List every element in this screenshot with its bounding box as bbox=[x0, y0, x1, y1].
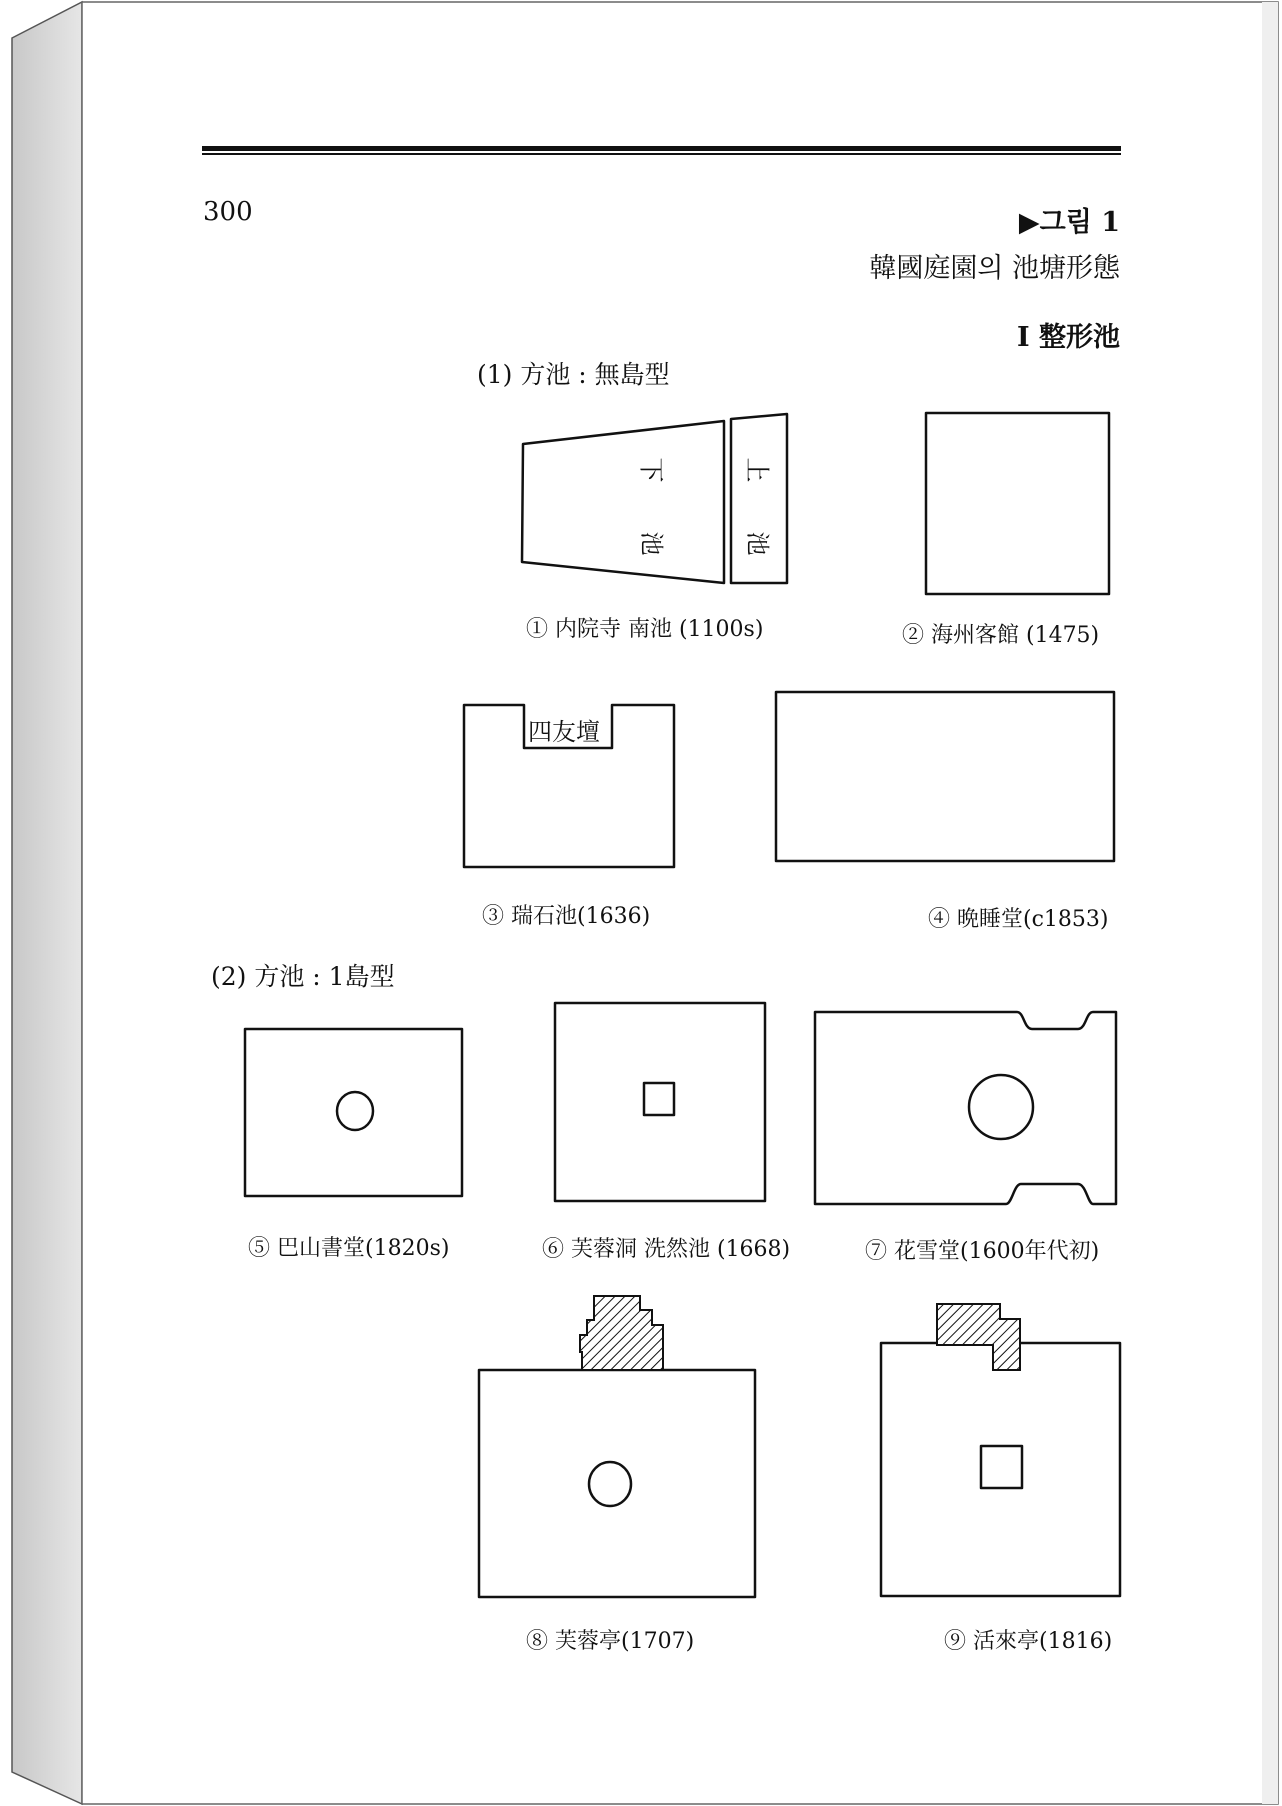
pond-4 bbox=[776, 692, 1114, 861]
pond-9-island bbox=[981, 1446, 1022, 1488]
caption-9: ⑨ 活來亭(1816) bbox=[944, 1629, 1113, 1654]
caption-7: ⑦ 花雪堂(1600年代初) bbox=[865, 1239, 1100, 1264]
pond-8-terrace bbox=[580, 1296, 663, 1370]
pond-6 bbox=[555, 1003, 765, 1201]
pond-1-lower-label-top: 下 bbox=[636, 457, 666, 483]
pond-1-upper bbox=[731, 414, 787, 583]
caption-6: ⑥ 芙蓉洞 洗然池 (1668) bbox=[542, 1237, 791, 1262]
figure-label: ▶그림 1 bbox=[1018, 207, 1120, 238]
pond-9-terrace bbox=[937, 1304, 1020, 1370]
figure-title: 韓國庭園의 池塘形態 bbox=[869, 253, 1120, 284]
page-number: 300 bbox=[203, 197, 253, 227]
pond-6-island bbox=[644, 1083, 674, 1115]
caption-8: ⑧ 芙蓉亭(1707) bbox=[526, 1629, 695, 1654]
section-title: I 整形池 bbox=[1016, 322, 1120, 353]
caption-3: ③ 瑞石池(1636) bbox=[482, 904, 651, 929]
pond-1-upper-label-bottom: 池 bbox=[743, 531, 772, 556]
pond-7 bbox=[815, 1012, 1116, 1204]
caption-4: ④ 晩睡堂(c1853) bbox=[928, 907, 1109, 932]
sauodan-label: 四友壇 bbox=[528, 718, 600, 746]
caption-2: ② 海州客館 (1475) bbox=[902, 623, 1100, 648]
caption-5: ⑤ 巴山書堂(1820s) bbox=[248, 1236, 450, 1261]
pond-1-upper-label-top: 上 bbox=[742, 457, 772, 483]
pond-5-island bbox=[337, 1092, 373, 1130]
pond-8 bbox=[479, 1370, 755, 1597]
pond-7-island bbox=[969, 1075, 1033, 1139]
pond-9 bbox=[881, 1343, 1120, 1596]
caption-1: ① 内院寺 南池 (1100s) bbox=[526, 617, 764, 642]
pond-1-lower-label-bottom: 池 bbox=[637, 531, 666, 556]
pond-1-lower bbox=[522, 421, 724, 583]
group-heading-one-island: (2) 方池 : 1島型 bbox=[211, 962, 395, 991]
pond-8-island bbox=[589, 1462, 631, 1506]
pond-2 bbox=[926, 413, 1109, 594]
group-heading-no-island: (1) 方池 : 無島型 bbox=[477, 360, 670, 389]
pond-5 bbox=[245, 1029, 462, 1196]
